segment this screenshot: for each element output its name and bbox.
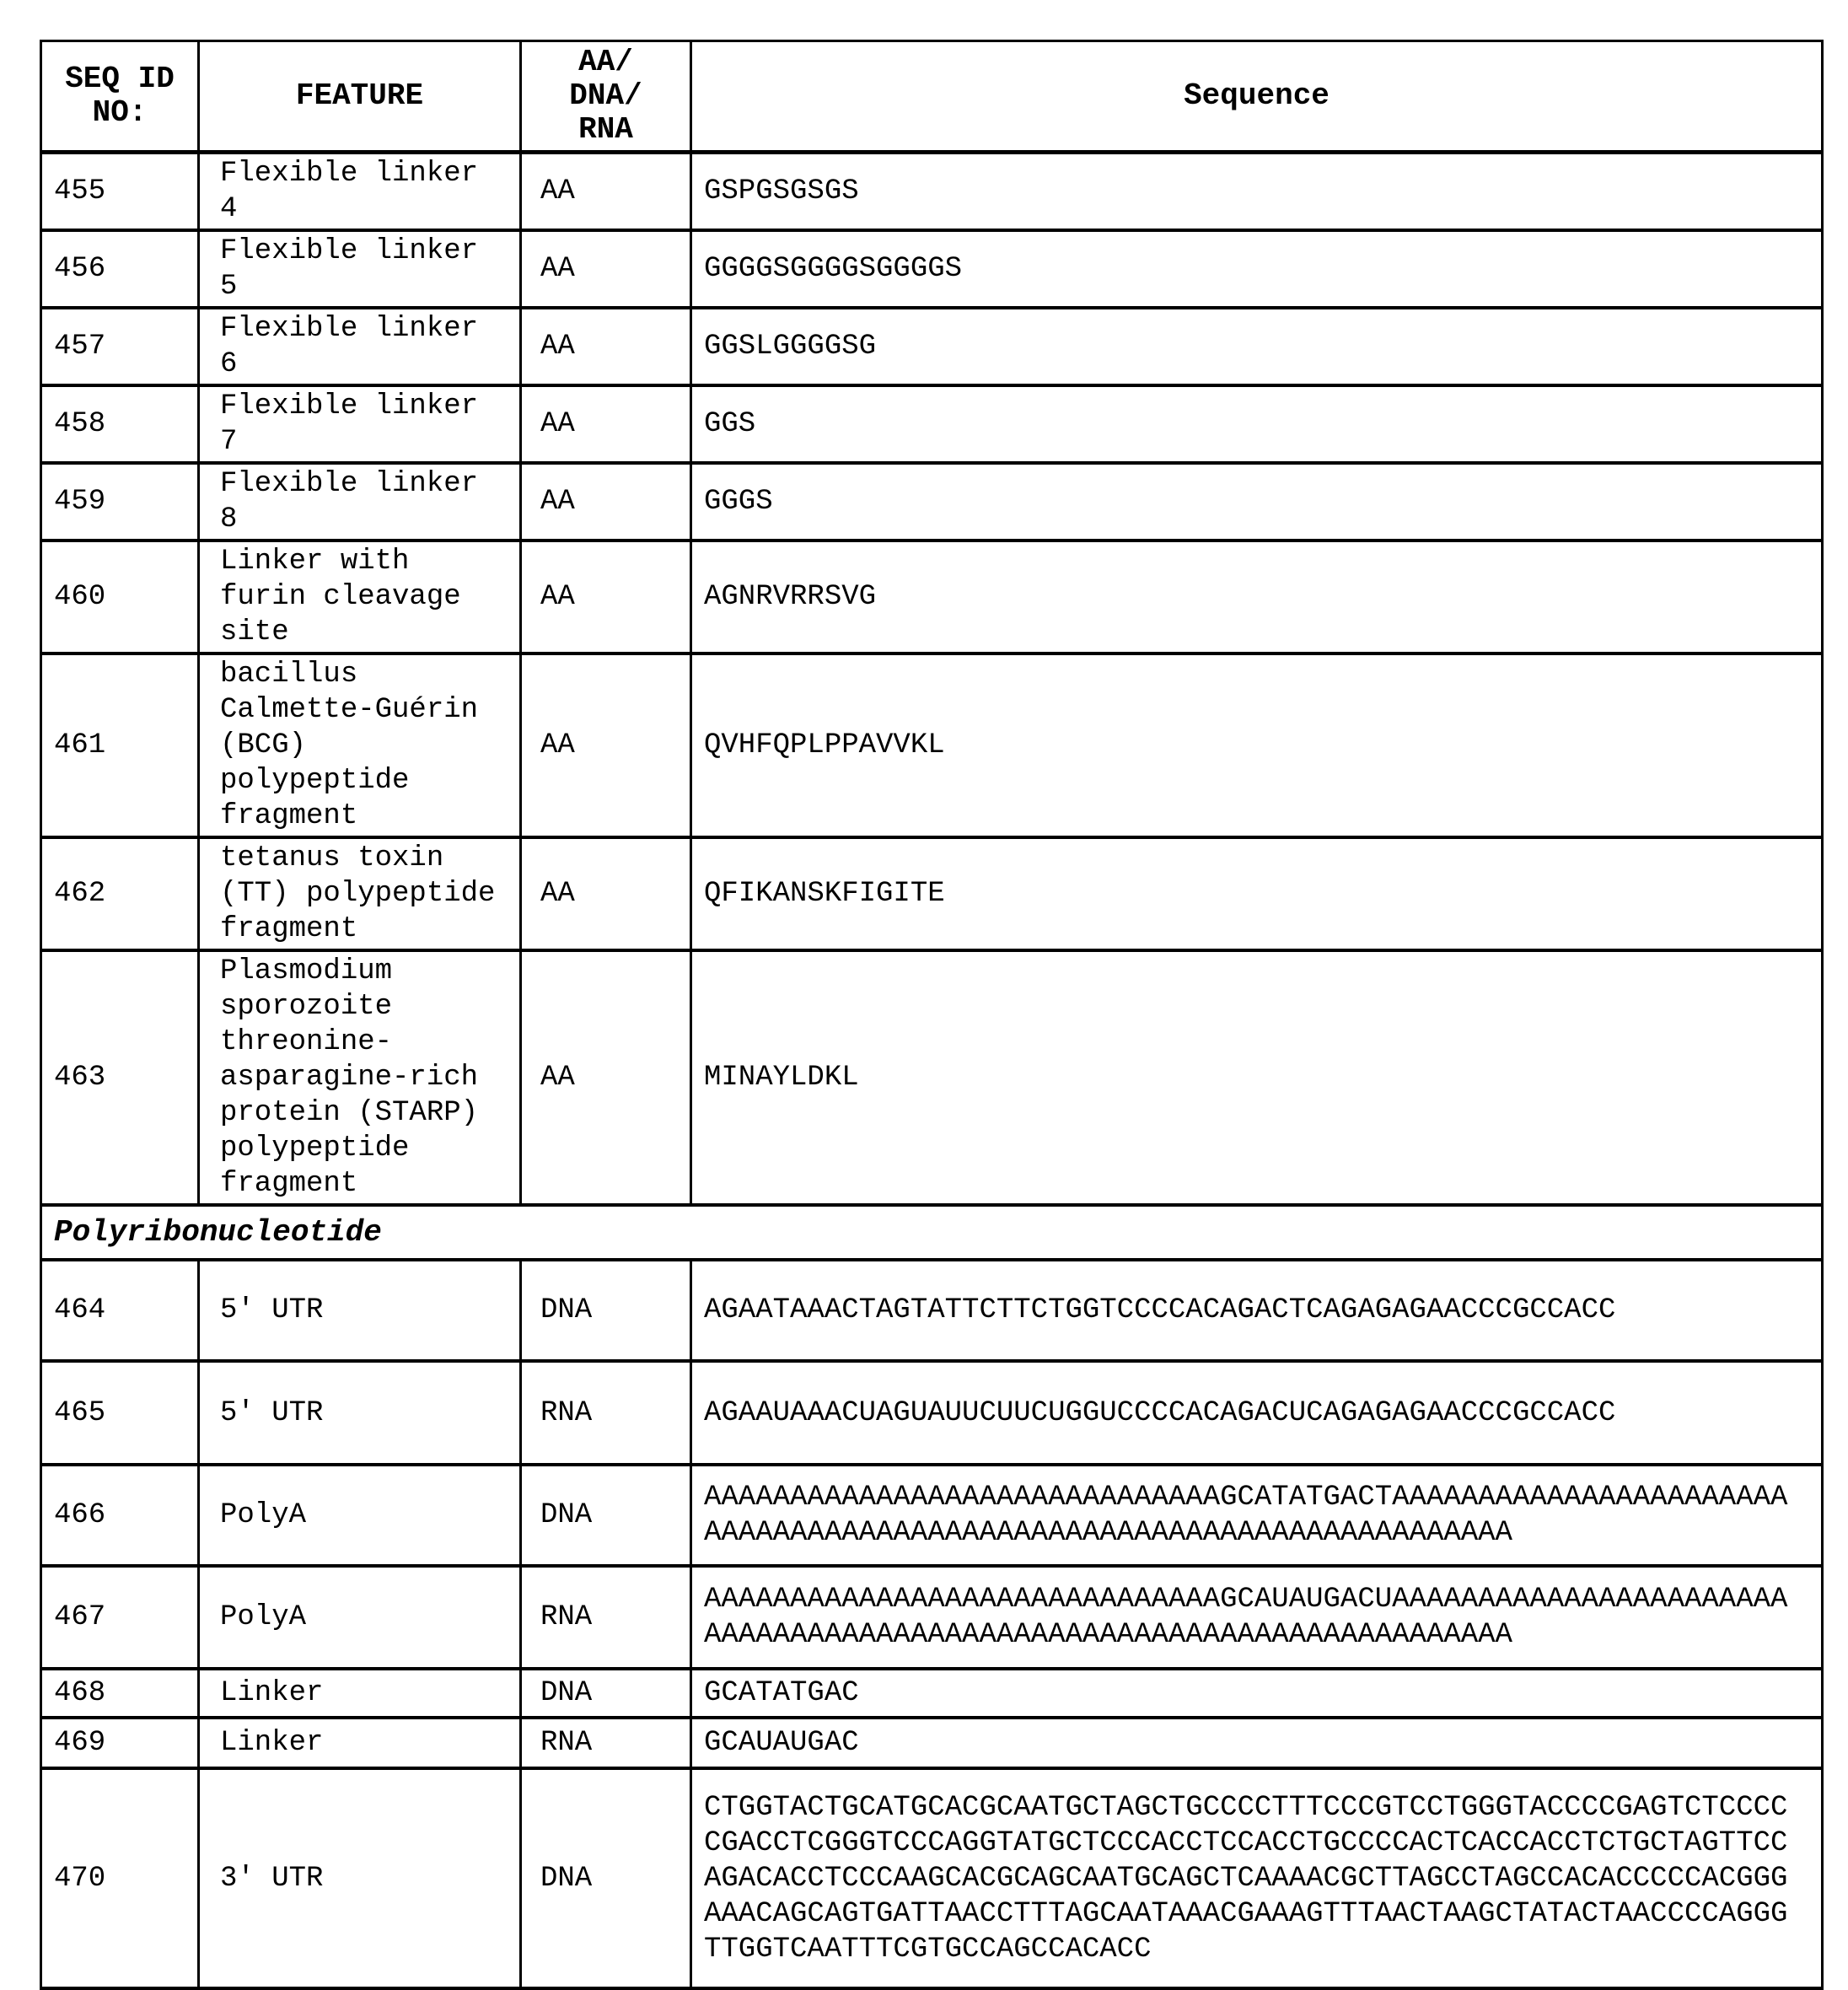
feature-cell: 3' UTR [199, 1768, 521, 1988]
table-row [41, 308, 1823, 385]
feature-cell: 5' UTR [199, 1361, 521, 1465]
seq-id-cell: 468 [41, 1669, 199, 1718]
table-row [41, 1718, 1823, 1768]
feature-cell: Flexible linker 4 [199, 153, 521, 231]
seq-id-cell: 466 [41, 1465, 199, 1566]
section-row [41, 1205, 1823, 1260]
table-row [41, 153, 1823, 231]
column-header-sequence: Sequence [691, 41, 1823, 153]
seq-id-cell: 463 [41, 950, 199, 1205]
table-row [41, 1361, 1823, 1465]
table-row [41, 1465, 1823, 1566]
table-row [41, 385, 1823, 463]
seq-id-cell: 465 [41, 1361, 199, 1465]
type-cell: DNA [521, 1465, 691, 1566]
table-row [41, 1260, 1823, 1361]
feature-cell: tetanus toxin (TT) polypeptide fragment [199, 837, 521, 950]
seq-id-cell: 470 [41, 1768, 199, 1988]
column-header-seq-id-no: SEQ ID NO: [41, 41, 199, 153]
sequence-listing-table [40, 40, 1824, 1990]
table-body [41, 153, 1823, 1989]
sequence-cell: GCATATGAC [691, 1669, 1823, 1718]
sequence-cell: AGAATAAACTAGTATTCTTCTGGTCCCCACAGACTCAGAGAGAACCCGCCACC [691, 1260, 1823, 1361]
seq-id-cell: 464 [41, 1260, 199, 1361]
section-label: Polyribonucleotide [41, 1205, 1823, 1260]
table-row [41, 1768, 1823, 1988]
sequence-cell: GSPGSGSGS [691, 153, 1823, 231]
table-row [41, 950, 1823, 1205]
type-cell: AA [521, 541, 691, 653]
sequence-cell: MINAYLDKL [691, 950, 1823, 1205]
table-row [41, 837, 1823, 950]
seq-id-cell: 461 [41, 653, 199, 837]
seq-id-cell: 459 [41, 463, 199, 541]
column-header-feature: FEATURE [199, 41, 521, 153]
seq-id-cell: 457 [41, 308, 199, 385]
type-cell: AA [521, 153, 691, 231]
sequence-cell: GGGGSGGGGSGGGGS [691, 230, 1823, 308]
feature-cell: Flexible linker 5 [199, 230, 521, 308]
sequence-cell: AAAAAAAAAAAAAAAAAAAAAAAAAAAAAAGCAUAUGACUAAAAAAAAAAAAAAAAAAAAAAAAAAAAAAAAAAAAAAAAAAAAAAAAAAAAAAAAAAAAAAAAAAAAAA [691, 1566, 1823, 1669]
feature-cell: PolyA [199, 1465, 521, 1566]
feature-cell: Flexible linker 6 [199, 308, 521, 385]
sequence-cell: AGAAUAAACUAGUAUUCUUCUGGUCCCCACAGACUCAGAGAGAACCCGCCACC [691, 1361, 1823, 1465]
sequence-cell: AAAAAAAAAAAAAAAAAAAAAAAAAAAAAAGCATATGACTAAAAAAAAAAAAAAAAAAAAAAAAAAAAAAAAAAAAAAAAAAAAAAAAAAAAAAAAAAAAAAAAAAAAAA [691, 1465, 1823, 1566]
feature-cell: Flexible linker 8 [199, 463, 521, 541]
feature-cell: bacillus Calmette-Guérin (BCG) polypeptide fragment [199, 653, 521, 837]
table-row [41, 653, 1823, 837]
type-cell: AA [521, 385, 691, 463]
header-row [41, 41, 1823, 153]
type-cell: AA [521, 463, 691, 541]
type-cell: DNA [521, 1669, 691, 1718]
sequence-cell: GGGS [691, 463, 1823, 541]
column-header-aa-dna-rna: AA/ DNA/ RNA [521, 41, 691, 153]
table-row [41, 1669, 1823, 1718]
type-cell: RNA [521, 1566, 691, 1669]
sequence-cell: GCAUAUGAC [691, 1718, 1823, 1768]
feature-cell: Linker [199, 1718, 521, 1768]
table-row [41, 463, 1823, 541]
table-row [41, 230, 1823, 308]
feature-cell: Linker [199, 1669, 521, 1718]
feature-cell: Flexible linker 7 [199, 385, 521, 463]
type-cell: RNA [521, 1718, 691, 1768]
sequence-cell: AGNRVRRSVG [691, 541, 1823, 653]
type-cell: AA [521, 230, 691, 308]
sequence-cell: GGS [691, 385, 1823, 463]
type-cell: AA [521, 653, 691, 837]
seq-id-cell: 469 [41, 1718, 199, 1768]
sequence-cell: QFIKANSKFIGITE [691, 837, 1823, 950]
feature-cell: Plasmodium sporozoite threonine-asparagine-rich protein (STARP) polypeptide fragment [199, 950, 521, 1205]
seq-id-cell: 467 [41, 1566, 199, 1669]
seq-id-cell: 455 [41, 153, 199, 231]
seq-id-cell: 462 [41, 837, 199, 950]
seq-id-cell: 458 [41, 385, 199, 463]
type-cell: AA [521, 308, 691, 385]
type-cell: DNA [521, 1260, 691, 1361]
sequence-cell: GGSLGGGGSG [691, 308, 1823, 385]
seq-id-cell: 456 [41, 230, 199, 308]
feature-cell: 5' UTR [199, 1260, 521, 1361]
feature-cell: PolyA [199, 1566, 521, 1669]
table-row [41, 541, 1823, 653]
type-cell: DNA [521, 1768, 691, 1988]
sequence-cell: CTGGTACTGCATGCACGCAATGCTAGCTGCCCCTTTCCCGTCCTGGGTACCCCGAGTCTCCCCCGACCTCGGGTCCCAGGTATGCTCCCACCTCCACCTGCCCCACTCACCACCTCTGCTAGTTCCAGACACCTCCCAAGCACGCAGCAATGCAGCTCAAAACGCTTAGCCTAGCCACACCCCCACGGGAAACAGCAGTGATTAACCTTTAGCAATAAACGAAAGTTTAACTAAGCTATACTAACCCCAGGGTTGGTCAATTTCGTGCCAGCCACACC [691, 1768, 1823, 1988]
table-row [41, 1566, 1823, 1669]
type-cell: RNA [521, 1361, 691, 1465]
seq-id-cell: 460 [41, 541, 199, 653]
feature-cell: Linker with furin cleavage site [199, 541, 521, 653]
type-cell: AA [521, 837, 691, 950]
type-cell: AA [521, 950, 691, 1205]
sequence-cell: QVHFQPLPPAVVKL [691, 653, 1823, 837]
table-header [41, 41, 1823, 153]
